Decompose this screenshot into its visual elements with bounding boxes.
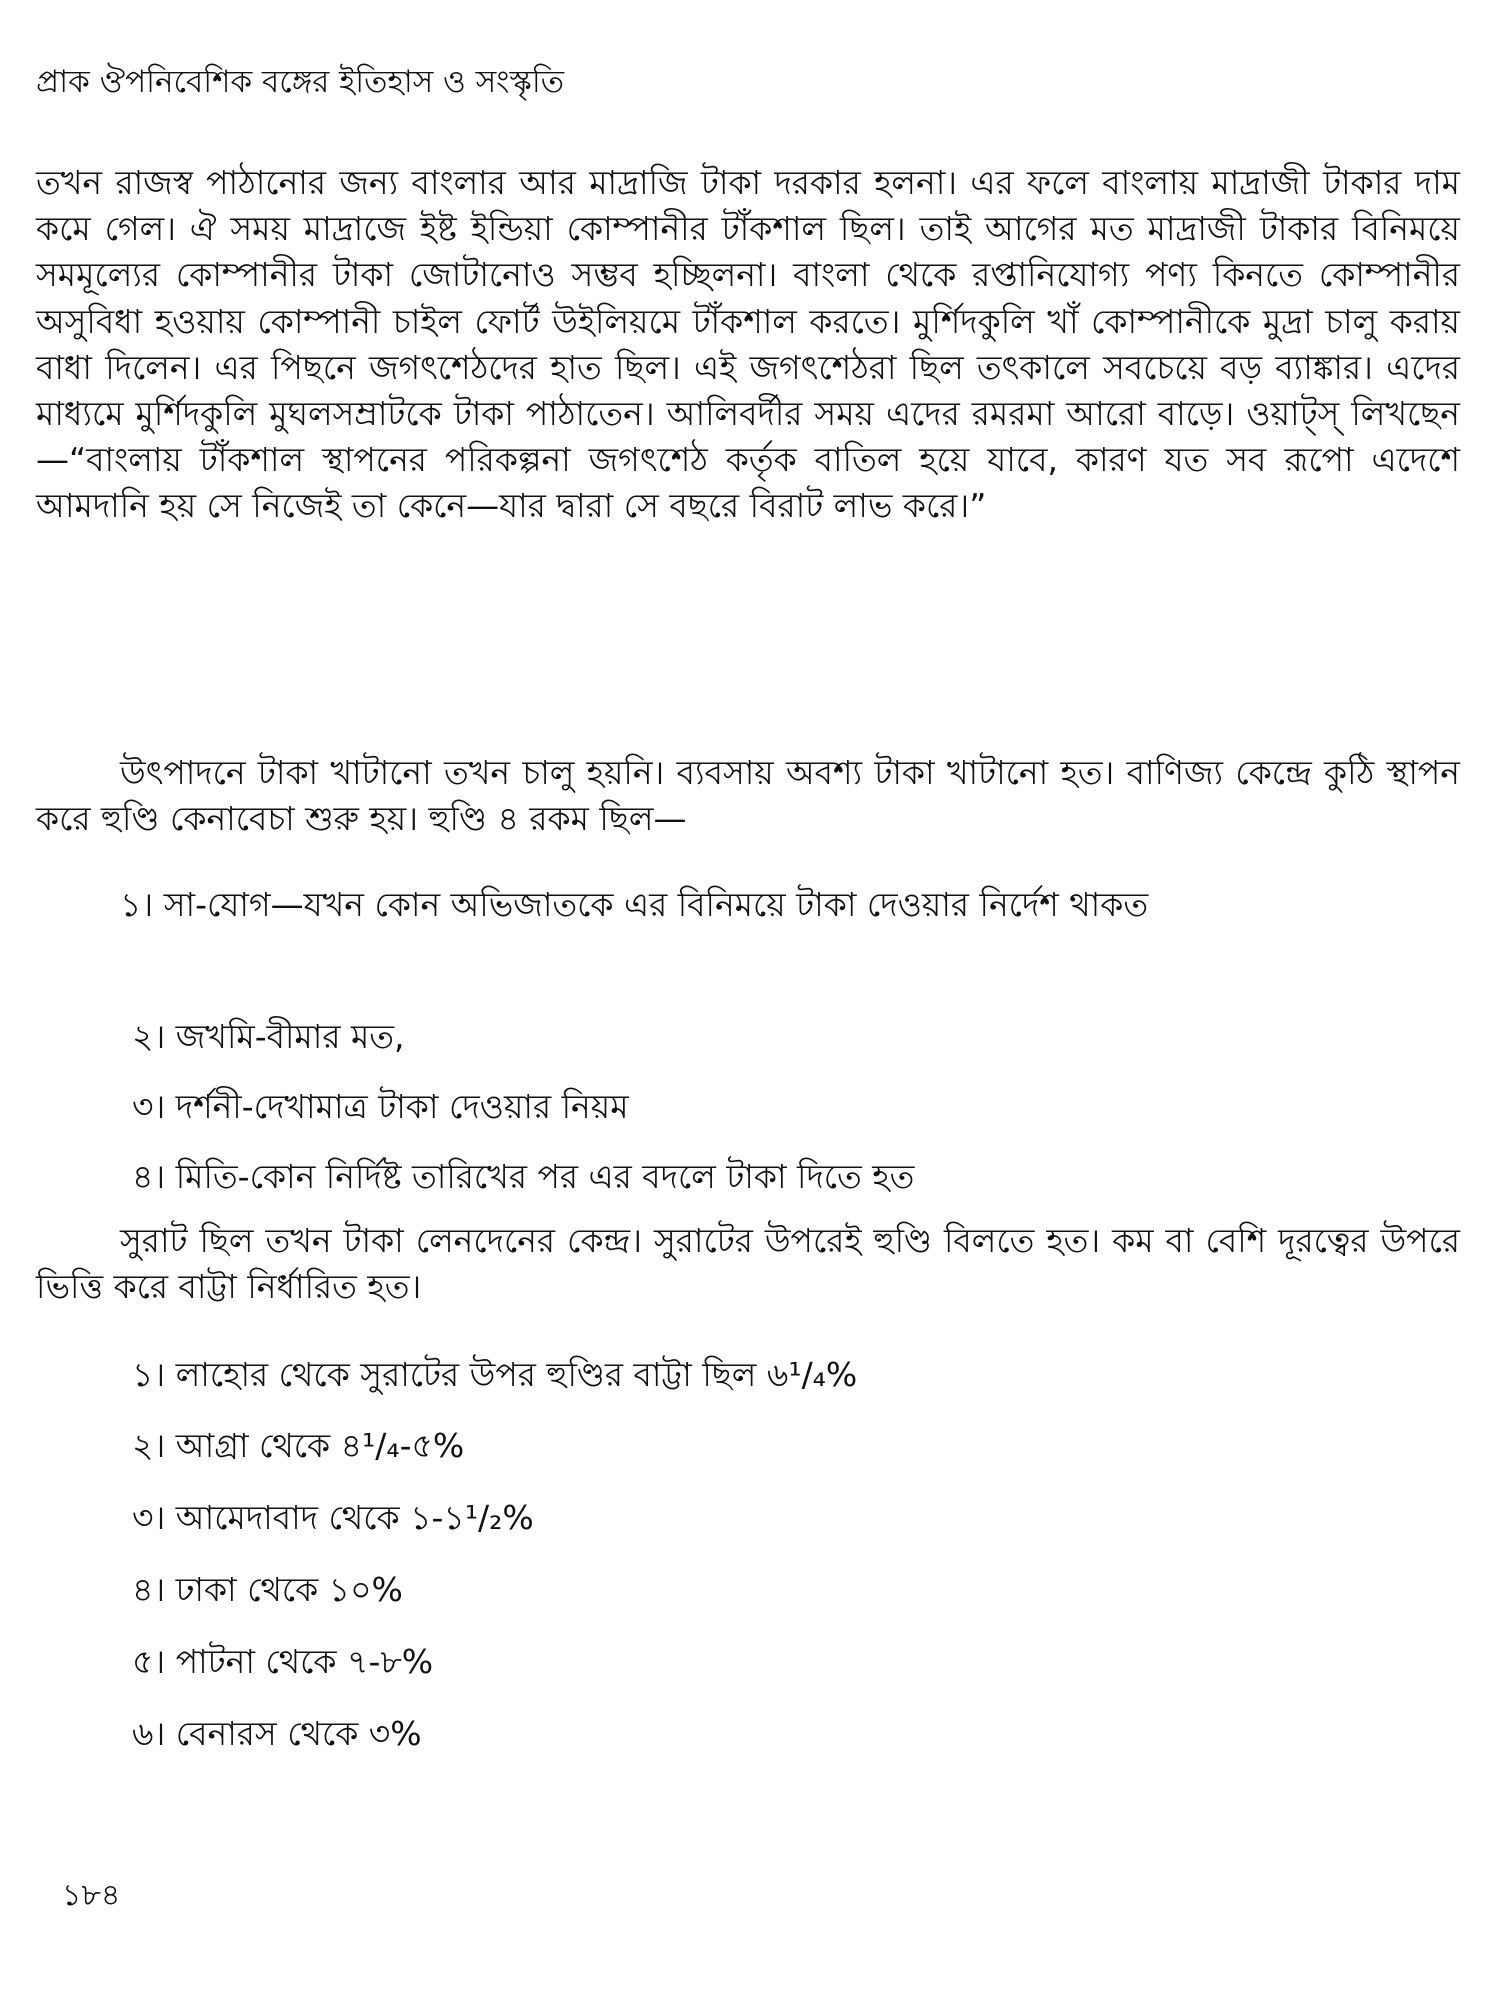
discount-rate-item-6: ৬। বেনারস থেকে ৩% xyxy=(132,1714,422,1753)
page-number: ১৮৪ xyxy=(62,1878,121,1913)
body-paragraph-1: তখন রাজস্ব পাঠানোর জন্য বাংলার আর মাদ্রাজি টাকা দরকার হলনা। এর ফলে বাংলায় মাদ্রাজী টাকার দাম কমে গেল। ঐ সময় মাদ্রাজে ইষ্ট ইন্ডিয়া কোম্পানীর টাঁকশাল ছিল। তাই আগের মত মাদ্রাজী টাকার বিনিময়ে সমমূল্যের কোম্পানীর টাকা জোটানোও সম্ভব হচ্ছিলনা। বাংলা থেকে রপ্তানিযোগ্য পণ্য কিনতে কোম্পানীর অসুবিধা হওয়ায় কোম্পানী চাইল ফোর্ট উইলিয়মে টাঁকশাল করতে। মুর্শিদকুলি খাঁ কোম্পানীকে মুদ্রা চালু করায় বাধা দিলেন। এর পিছনে জগৎশেঠদের হাত ছিল। এই জগৎশেঠরা ছিল তৎকালে সবচেয়ে বড় ব্যাঙ্কার। এদের মাধ্যমে মুর্শিদকুলি মুঘলসম্রাটকে টাকা পাঠাতেন। আলিবর্দীর সময় এদের রমরমা আরো বাড়ে। ওয়াট্‌স্ লিখছেন—“বাংলায় টাঁকশাল স্থাপনের পরিকল্পনা জগৎশেঠ কর্তৃক বাতিল হয়ে যাবে, কারণ যত সব রূপো এদেশে আমদানি হয় সে নিজেই তা কেনে—যার দ্বারা সে বছরে বিরাট লাভ করে।” xyxy=(36,163,1460,526)
hundi-type-3: ৩। দর্শনী-দেখামাত্র টাকা দেওয়ার নিয়ম xyxy=(132,1087,629,1126)
discount-rate-item-5: ৫। পাটনা থেকে ৭-৮% xyxy=(132,1642,434,1681)
running-title: প্রাক ঔপনিবেশিক বঙ্গের ইতিহাস ও সংস্কৃতি xyxy=(36,64,564,100)
discount-rate-item-1: ১। লাহোর থেকে সুরাটের উপর হুণ্ডির বাট্টা ছিল ৬¹/₄% xyxy=(132,1355,858,1394)
hundi-type-4: ৪। মিতি-কোন নির্দিষ্ট তারিখের পর এর বদলে টাকা দিতে হত xyxy=(132,1157,915,1196)
discount-rate-item-4: ৪। ঢাকা থেকে ১০% xyxy=(132,1570,403,1609)
hundi-type-2: ২। জখমি-বীমার মত, xyxy=(132,1017,405,1056)
discount-rate-item-3: ৩। আমেদাবাদ থেকে ১-১¹/₂% xyxy=(132,1498,534,1537)
discount-rate-item-2: ২। আগ্রা থেকে ৪¹/₄-৫% xyxy=(132,1426,465,1465)
body-paragraph-3: সুরাট ছিল তখন টাকা লেনদেনের কেন্দ্র। সুরাটের উপরেই হুণ্ডি বিলতে হত। কম বা বেশি দূরত্বের উপরে ভিত্তি করে বাট্টা নির্ধারিত হত। xyxy=(36,1221,1460,1307)
body-paragraph-2: উৎপাদনে টাকা খাটানো তখন চালু হয়নি। ব্যবসায় অবশ্য টাকা খাটানো হত। বাণিজ্য কেন্দ্রে কুঠি স্থাপন করে হুণ্ডি কেনাবেচা শুরু হয়। হুণ্ডি ৪ রকম ছিল— xyxy=(36,753,1460,839)
hundi-type-1: ১। সা-যোগ—যখন কোন অভিজাতকে এর বিনিময়ে টাকা দেওয়ার নির্দেশ থাকত xyxy=(120,885,1149,924)
